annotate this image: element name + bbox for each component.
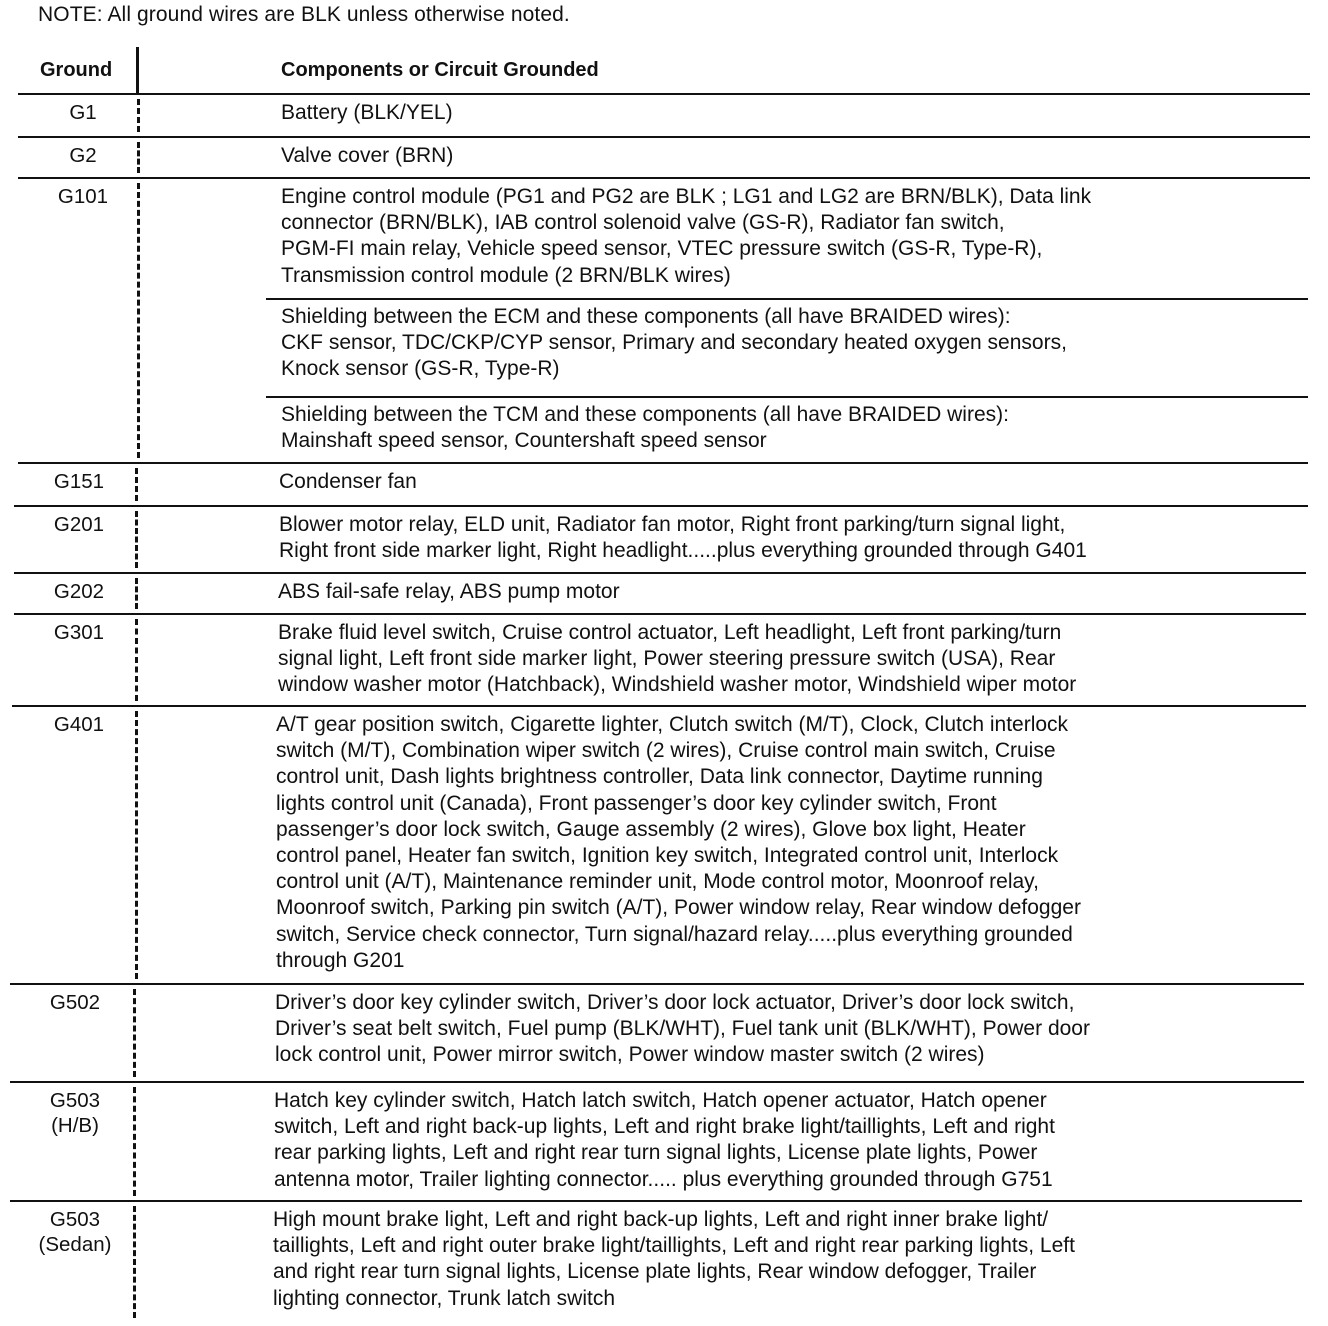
components-line: signal light, Left front side marker light, Power steering pressure switch (USA), Rear — [278, 647, 1056, 671]
header-column-divider — [136, 47, 139, 93]
row-separator — [18, 93, 1310, 95]
components-cell — [278, 620, 1318, 699]
ground-id-line: G2 — [69, 144, 97, 167]
ground-id — [14, 620, 144, 645]
components-line: Engine control module (PG1 and PG2 are BLK ; LG1 and LG2 are BRN/BLK), Data link — [281, 185, 1092, 208]
components-line: control panel, Heater fan switch, Ignition key switch, Integrated control unit, Interlock — [276, 844, 1059, 868]
components-cell — [279, 512, 1319, 564]
components-line: rear parking lights, Left and right rear turn signal lights, License plate lights, Power — [274, 1141, 1038, 1165]
components-cell — [281, 402, 1321, 454]
row-separator — [18, 136, 1310, 138]
row-separator — [10, 1200, 1302, 1202]
components-line: switch, Left and right back-up lights, Left and right brake light/taillights, Left and right — [274, 1115, 1055, 1139]
components-line: Brake fluid level switch, Cruise control actuator, Left headlight, Left front parking/turn — [278, 621, 1062, 644]
components-line: High mount brake light, Left and right back-up lights, Left and right inner brake light/ — [273, 1208, 1049, 1231]
row-separator — [10, 983, 1304, 985]
header-components: Components or Circuit Grounded — [281, 59, 599, 81]
components-line: Transmission control module (2 BRN/BLK wires) — [281, 263, 731, 287]
ground-id-line: G151 — [53, 470, 105, 493]
ground-id — [18, 100, 148, 125]
ground-id-line: G502 — [49, 991, 101, 1014]
column-divider — [135, 711, 138, 979]
ground-id-line: (Sedan) — [38, 1233, 112, 1256]
components-line: connector (BRN/BLK), IAB control solenoid valve (GS-R), Radiator fan switch, — [281, 211, 1005, 235]
ground-id-line: (H/B) — [51, 1114, 99, 1137]
components-line: lights control unit (Canada), Front passenger’s door key cylinder switch, Front — [276, 791, 997, 815]
components-cell — [276, 712, 1316, 974]
sub-row-separator — [266, 396, 1308, 398]
components-cell — [274, 1088, 1314, 1193]
components-line: Right front side marker light, Right headlight.....plus everything grounded through G401 — [279, 539, 1087, 563]
ground-id-line: G202 — [53, 580, 105, 603]
components-line: control unit (A/T), Maintenance reminder unit, Mode control motor, Moonroof relay, — [276, 870, 1039, 894]
components-line: control unit, Dash lights brightness controller, Data link connector, Daytime running — [276, 765, 1043, 789]
ground-id — [14, 469, 144, 494]
components-cell — [278, 579, 1318, 605]
ground-id — [10, 990, 140, 1015]
components-line: ABS fail-safe relay, ABS pump motor — [278, 580, 620, 603]
components-line: lock control unit, Power mirror switch, Power window master switch (2 wires) — [275, 1043, 985, 1067]
row-separator — [14, 613, 1306, 615]
components-line: Driver’s door key cylinder switch, Driver’s door lock actuator, Driver’s door lock switch, — [275, 991, 1075, 1014]
components-line: Shielding between the TCM and these components (all have BRAIDED wires): — [281, 403, 1009, 426]
components-line: Blower motor relay, ELD unit, Radiator fan motor, Right front parking/turn signal light, — [279, 513, 1066, 536]
components-line: Mainshaft speed sensor, Countershaft speed sensor — [281, 429, 767, 453]
components-line: Hatch key cylinder switch, Hatch latch switch, Hatch opener actuator, Hatch opener — [274, 1089, 1047, 1112]
ground-id-line: G401 — [53, 713, 105, 736]
components-cell — [281, 304, 1321, 383]
note-text: NOTE: All ground wires are BLK unless otherwise noted. — [38, 3, 570, 26]
ground-id-line: G503 — [49, 1089, 101, 1112]
components-line: passenger’s door lock switch, Gauge assembly (2 wires), Glove box light, Heater — [276, 817, 1026, 841]
components-line: PGM-FI main relay, Vehicle speed sensor, VTEC pressure switch (GS-R, Type-R), — [281, 237, 1043, 261]
row-separator — [10, 1081, 1304, 1083]
ground-id — [18, 143, 148, 168]
components-line: CKF sensor, TDC/CKP/CYP sensor, Primary and secondary heated oxygen sensors, — [281, 331, 1067, 355]
row-separator — [14, 572, 1306, 574]
components-line: Driver’s seat belt switch, Fuel pump (BLK/WHT), Fuel tank unit (BLK/WHT), Power door — [275, 1017, 1090, 1041]
ground-id — [10, 1207, 140, 1257]
components-cell — [279, 469, 1319, 495]
components-line: Knock sensor (GS-R, Type-R) — [281, 357, 560, 381]
column-divider — [137, 183, 140, 458]
ground-id — [10, 1088, 140, 1138]
components-line: A/T gear position switch, Cigarette lighter, Clutch switch (M/T), Clock, Clutch interlock — [276, 713, 1069, 736]
ground-id — [14, 712, 144, 737]
components-line: antenna motor, Trailer lighting connector..... plus everything grounded through G751 — [274, 1167, 1053, 1191]
ground-id-line: G503 — [49, 1208, 101, 1231]
components-line: Condenser fan — [279, 470, 417, 493]
components-line: lighting connector, Trunk latch switch — [273, 1286, 616, 1310]
components-line: switch, Service check connector, Turn signal/hazard relay.....plus everything grounded — [276, 922, 1073, 946]
components-line: switch (M/T), Combination wiper switch (2 wires), Cruise control main switch, Cruise — [276, 739, 1056, 763]
ground-id-line: G101 — [57, 185, 109, 208]
ground-id — [18, 184, 148, 209]
ground-id-line: G1 — [69, 101, 97, 124]
components-line: taillights, Left and right outer brake light/taillights, Left and right rear parking lights, Left — [273, 1234, 1075, 1258]
components-line: window washer motor (Hatchback), Windshield washer motor, Windshield wiper motor — [278, 673, 1077, 697]
components-line: and right rear turn signal lights, License plate lights, Rear window defogger, Trailer — [273, 1260, 1037, 1284]
components-line: through G201 — [276, 948, 405, 972]
components-line: Battery (BLK/YEL) — [281, 101, 453, 124]
components-line: Valve cover (BRN) — [281, 144, 454, 167]
row-separator — [14, 505, 1308, 507]
sub-row-separator — [266, 298, 1308, 300]
row-separator — [18, 177, 1310, 179]
components-cell — [275, 990, 1315, 1069]
table-header — [0, 47, 1328, 93]
components-cell — [281, 143, 1321, 169]
components-line: Shielding between the ECM and these components (all have BRAIDED wires): — [281, 305, 1011, 328]
ground-id — [14, 512, 144, 537]
ground-id-line: G201 — [53, 513, 105, 536]
components-line: Moonroof switch, Parking pin switch (A/T), Power window relay, Rear window defogger — [276, 896, 1081, 920]
row-separator — [12, 705, 1306, 707]
ground-id-line: G301 — [53, 621, 105, 644]
components-cell — [281, 100, 1321, 126]
row-separator — [18, 462, 1308, 464]
header-ground: Ground — [40, 59, 113, 81]
ground-id — [14, 579, 144, 604]
components-cell — [281, 184, 1321, 289]
components-cell — [273, 1207, 1313, 1312]
